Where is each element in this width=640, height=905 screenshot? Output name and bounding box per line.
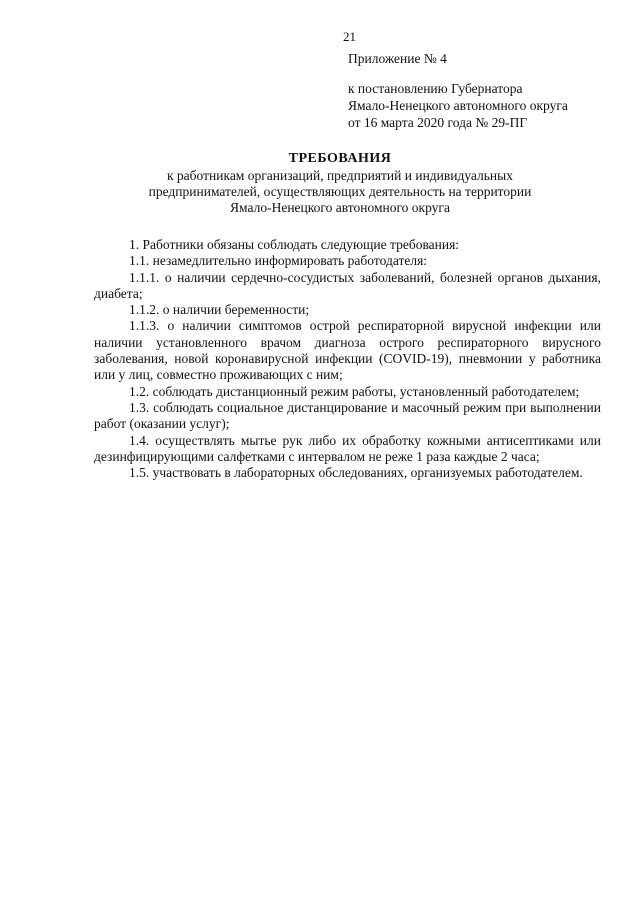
paragraph-1-1-3: 1.1.3. о наличии симптомов острой респираторной вирусной инфекции или наличии установленного врачом диагноза острого респираторного вирусного заболевания, новой коронавирусной инфекции (COVID-19), пневмонии у работника или у лиц, совместно проживающих с ним; bbox=[94, 318, 601, 383]
paragraph-1-1: 1.1. незамедлительно информировать работодателя: bbox=[129, 253, 428, 269]
paragraph-1-1-1: 1.1.1. о наличии сердечно-сосудистых заболеваний, болезней органов дыхания, диабета; bbox=[94, 269, 601, 301]
appendix-decree-line: к постановлению Губернатора bbox=[348, 81, 523, 96]
paragraph-1-2: 1.2. соблюдать дистанционный режим работы, установленный работодателем; bbox=[129, 383, 580, 399]
appendix-spacer bbox=[348, 67, 568, 80]
appendix-number: Приложение № 4 bbox=[348, 51, 447, 66]
document-subtitle-line-1: к работникам организаций, предприятий и индивидуальных bbox=[167, 168, 513, 183]
page-number: 21 bbox=[343, 29, 356, 44]
appendix-header bbox=[348, 50, 568, 131]
paragraph-1-3: 1.3. соблюдать социальное дистанцирование и масочный режим при выполнении работ (оказании услуг); bbox=[94, 399, 601, 432]
paragraph-1: 1. Работники обязаны соблюдать следующие требования: bbox=[129, 237, 460, 252]
appendix-date-line: от 16 марта 2020 года № 29-ПГ bbox=[348, 115, 528, 130]
document-subtitle-line-2: предпринимателей, осуществляющих деятельность на территории bbox=[148, 184, 532, 199]
document-subtitle-line-3: Ямало-Ненецкого автономного округа bbox=[230, 200, 450, 215]
document-title: ТРЕБОВАНИЯ bbox=[288, 151, 392, 166]
paragraph-1-4: 1.4. осуществлять мытье рук либо их обработку кожными антисептиками или дезинфицирующими салфетками с интервалом не реже 1 раза каждые 2 часа; bbox=[94, 432, 601, 464]
document-body bbox=[94, 237, 601, 481]
paragraph-1-5: 1.5. участвовать в лабораторных обследованиях, организуемых работодателем. bbox=[129, 465, 583, 481]
appendix-region-line: Ямало-Ненецкого автономного округа bbox=[348, 98, 568, 113]
paragraph-1-1-2: 1.1.2. о наличии беременности; bbox=[129, 302, 310, 318]
document-title-block bbox=[40, 151, 640, 216]
